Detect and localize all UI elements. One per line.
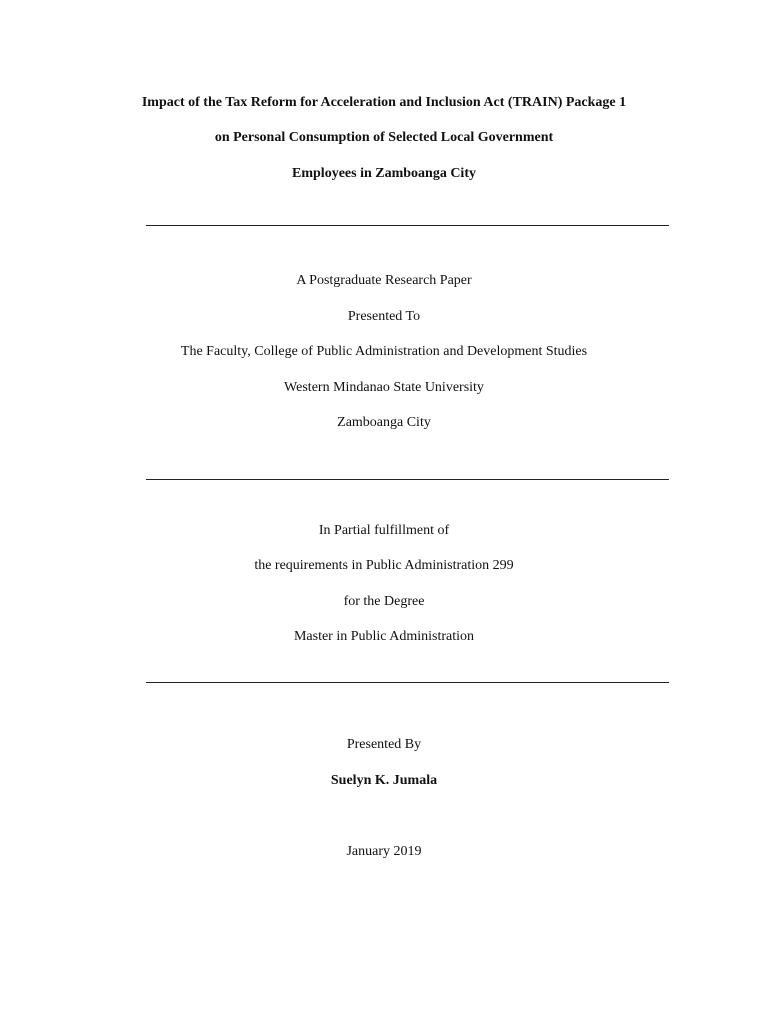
divider-2 (146, 479, 669, 480)
university-city: Zamboanga City (337, 415, 431, 430)
divider-3 (146, 682, 669, 683)
university-name: Western Mindanao State University (284, 380, 484, 395)
divider-1 (146, 225, 669, 226)
author-name: Suelyn K. Jumala (330, 773, 438, 788)
title-line-1: Impact of the Tax Reform for Acceleration and Inclusion Act (TRAIN) Package 1 (141, 95, 627, 110)
document-date: January 2019 (346, 844, 422, 859)
fulfillment-line-1: In Partial fulfillment of (318, 523, 450, 538)
title-line-3: Employees in Zamboanga City (292, 166, 476, 181)
presented-by-label: Presented By (346, 737, 422, 752)
paper-type: A Postgraduate Research Paper (296, 273, 472, 288)
faculty-name: The Faculty, College of Public Administration and Development Studies (180, 344, 588, 359)
degree-name: Master in Public Administration (293, 629, 475, 644)
title-line-2: on Personal Consumption of Selected Local Government (214, 130, 554, 145)
fulfillment-line-2: the requirements in Public Administration 299 (254, 558, 514, 573)
fulfillment-line-3: for the Degree (343, 594, 425, 609)
presented-to-label: Presented To (347, 309, 421, 324)
